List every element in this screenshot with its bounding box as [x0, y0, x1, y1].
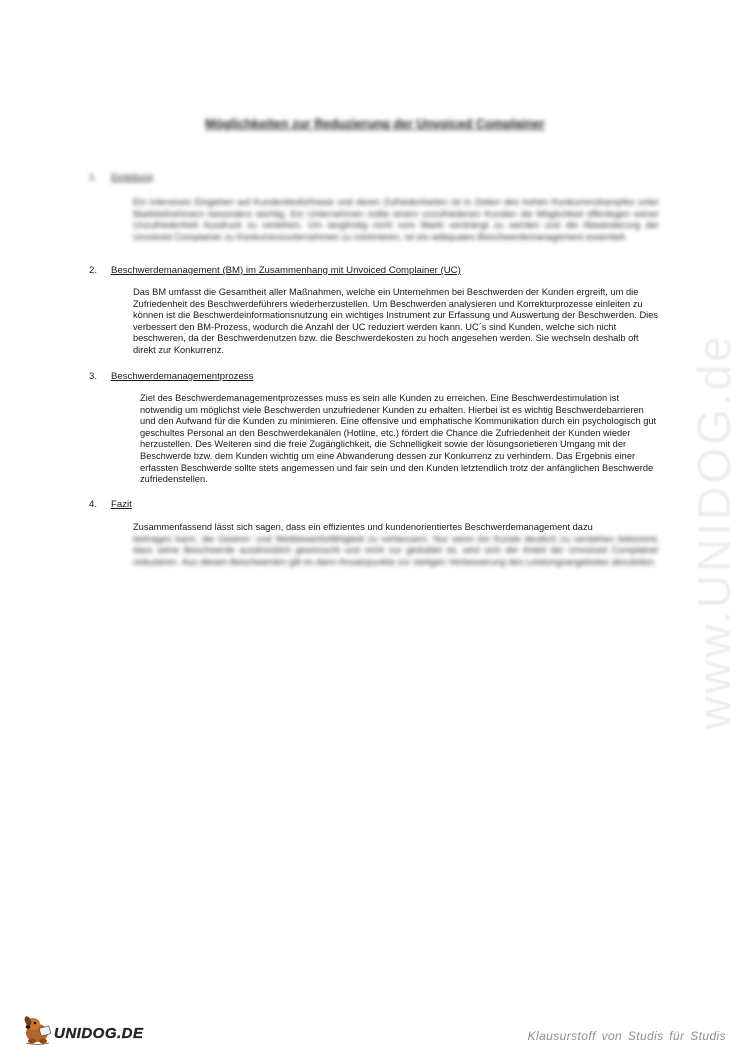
dog-icon — [22, 1013, 58, 1047]
watermark-text: www.UNIDOG.de — [688, 333, 740, 730]
section-heading — [89, 172, 669, 184]
section-body-blurred: beitragen kann, die Gewinn- und Wettbewerbsfähigkeit zu verbessern. Nur wenn ein Kunde deutlich zu verstehen bekommt, dass seine Beschwerde ausdrücklich gewünscht und nicht nur geduldet ist, wird sich der Anteil der Unvoiced Complainer reduzieren. Aus diesen Beschwerden gilt es dann Ansatzpunkte zur stetigen Verbesserung des Leistungsangebotes abzuleiten. — [133, 533, 659, 567]
document-title: Möglichkeiten zur Reduzierung der Unvoiced Complainer — [205, 117, 545, 131]
section-number: 2. — [89, 265, 98, 276]
section-beschwerdemanagement — [89, 265, 669, 357]
section-body: Das BM umfasst die Gesamtheit aller Maßnahmen, welche ein Unternehmen bei Beschwerden der Kunden ergreift, um die Zufriedenheit des Beschwerdeführers wiederherzustellen. Um Beschwerden analysieren und Korrekturprozesse einleiten zu können ist die Beschwerdeinformationsnutzung ein wichtiges Instrument zur Erfassung und Auswertung der Beschwerden. Dies verbessert den BM-Prozess, wodurch die Anzahl der UC reduziert werden kann. UC´s sind Kunden, welche sich nicht beschweren, da der Beschwerdenutzen bzw. die Beschwerdekosten zu hoch angesehen werden. Sie wechseln deshalb oft direkt zur Konkurrenz. — [133, 287, 659, 355]
section-number: 4. — [89, 499, 98, 510]
section-body-visible-line: Zusammenfassend lässt sich sagen, dass ein effizientes und kundenorientiertes Beschwerdemanagement dazu — [133, 522, 593, 532]
section-title: Beschwerdemanagementprozess — [111, 371, 254, 382]
logo-text: UNIDOG.DE — [54, 1025, 144, 1042]
section-number: 3. — [89, 371, 98, 382]
section-prozess — [89, 371, 669, 486]
section-title: Einleitung — [111, 172, 154, 183]
section-title: Beschwerdemanagement (BM) im Zusammenhang mit Unvoiced Complainer (UC) — [111, 265, 461, 276]
section-body: Ein intensives Eingehen auf Kundenbedürfnisse und deren Zufriedenheiten ist in Zeiten des hohen Konkurrenzkampfes unter Marktteilnehmern besonders wichtig. Ein Unternehmen sollte einem unzufriedenen Kunden die Möglichkeit offenlegen seiner Unzufriedenheit Ausdruck zu verleihen. Um langfristig nicht vom Markt verdrängt zu werden und die Abwanderung der Unvoiced Complainer zu Konkurrenzunternehmen zu minimieren, ist ein adäquates Beschwerdemanagement essentiell. — [133, 197, 659, 242]
section-title: Fazit — [111, 499, 132, 510]
section-fazit — [89, 499, 669, 568]
footer-tagline: Klausurstoff von Studis für Studis — [527, 1029, 726, 1043]
section-heading — [89, 371, 669, 383]
unidog-logo — [22, 1013, 162, 1047]
section-heading — [89, 499, 669, 511]
section-number: 1. — [89, 172, 98, 183]
section-body: Ziel des Beschwerdemanagementprozesses muss es sein alle Kunden zu erreichen. Eine Beschwerdestimulation ist notwendig um möglichst viele Beschwerden unzufriedener Kunden zu erhalten. Hierbei ist es wichtig Beschwerdebarrieren und den Aufwand für die Kunden zu minimieren. Eine offensive und emphatische Kommunikation durch ein psychologisch gut geschultes Personal an den Beschwerdekanälen (Hotline, etc.) fördert die Chance die Zufriedenheit der Kunden wieder herzustellen. Des Weiteren sind die freie Zugänglichkeit, die Schnelligkeit sowie der lösungsorietieren Umgang mit der Beschwerde bzw. dem Kunden wichtig um eine Abwanderung dessen zur Konkurrenz zu verhindern. Das Ergebnis einer erfassten Beschwerde sollte stets angemessen und fair sein und den Kunden letztendlich trotz der anfänglichen Beschwerde zufriedenstellen. — [140, 393, 657, 485]
section-body — [133, 522, 659, 568]
section-heading — [89, 265, 669, 277]
section-einleitung — [89, 172, 669, 243]
